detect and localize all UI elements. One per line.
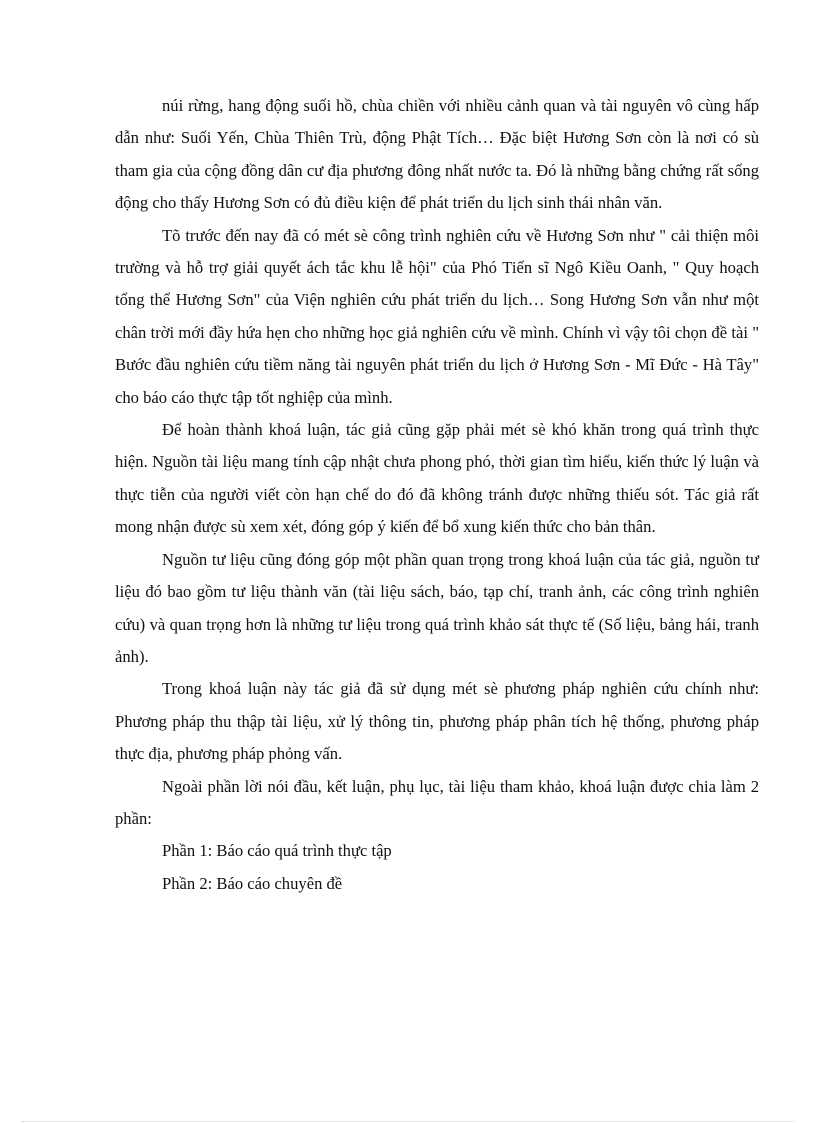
paragraph-methods: Trong khoá luận này tác giả đã sử dụng mét sè phương pháp nghiên cứu chính như: Phương pháp thu thập tài liệu, xử lý thông tin, phương pháp phân tích hệ thống, phương pháp thực địa, phương pháp phỏng vấn. (115, 679, 759, 764)
part-2-line: Phần 2: Báo cáo chuyên đề (162, 873, 343, 893)
paragraph-intro: núi rừng, hang động suối hồ, chùa chiền với nhiều cảnh quan và tài nguyên vô cùng hấp dẫn như: Suối Yến, Chùa Thiên Trù, động Phật Tích… Đặc biệt Hương Sơn còn là nơi có sù tham gia của cộng đồng dân cư địa phương đông nhất nước ta. Đó là những bằng chứng rất sống động cho thấy Hương Sơn có đủ điều kiện để phát triển du lịch sinh thái nhân văn. (115, 96, 759, 213)
paragraph-difficulties: Để hoàn thành khoá luận, tác giả cũng gặp phải mét sè khó khăn trong quá trình thực hiện. Nguồn tài liệu mang tính cập nhật chưa phong phó, thời gian tìm hiểu, kiến thức lý luận và thực tiễn của người viết còn hạn chế do đó đã không tránh được những thiếu sót. Tác giả rất mong nhận được sù xem xét, đóng góp ý kiến để bổ xung kiến thức cho bản thân. (115, 420, 759, 537)
paragraph-sources: Nguồn tư liệu cũng đóng góp một phần quan trọng trong khoá luận của tác giả, nguồn tư liệu đó bao gồm tư liệu thành văn (tài liệu sách, báo, tạp chí, tranh ảnh, các công trình nghiên cứu) và quan trọng hơn là những tư liệu trong quá trình khảo sát thực tế (Số liệu, bảng hái, tranh ảnh). (115, 549, 759, 666)
paragraph-structure: Ngoài phần lời nói đầu, kết luận, phụ lục, tài liệu tham khảo, khoá luận được chia làm 2 phần: (115, 776, 759, 828)
body-text (115, 90, 759, 900)
paragraph-prior-research: Tõ trước đến nay đã có mét sè công trình nghiên cứu về Hương Sơn như " cải thiện môi trường và hỗ trợ giải quyết ách tắc khu lễ hội" của Phó Tiến sĩ Ngô Kiều Oanh, " Quy hoạch tổng thể Hương Sơn" của Viện nghiên cứu phát triển du lịch… Song Hương Sơn vẫn như một chân trời mới đầy hứa hẹn cho những học giả nghiên cứu về mình. Chính vì vậy tôi chọn đề tài " Bước đầu nghiên cứu tiềm năng tài nguyên phát triển du lịch ở Hương Sơn - Mĩ Đức - Hà Tây" cho báo cáo thực tập tốt nghiệp của mình. (115, 225, 759, 407)
part-1-line: Phần 1: Báo cáo quá trình thực tập (162, 841, 392, 861)
page-bottom-divider (22, 1121, 794, 1122)
